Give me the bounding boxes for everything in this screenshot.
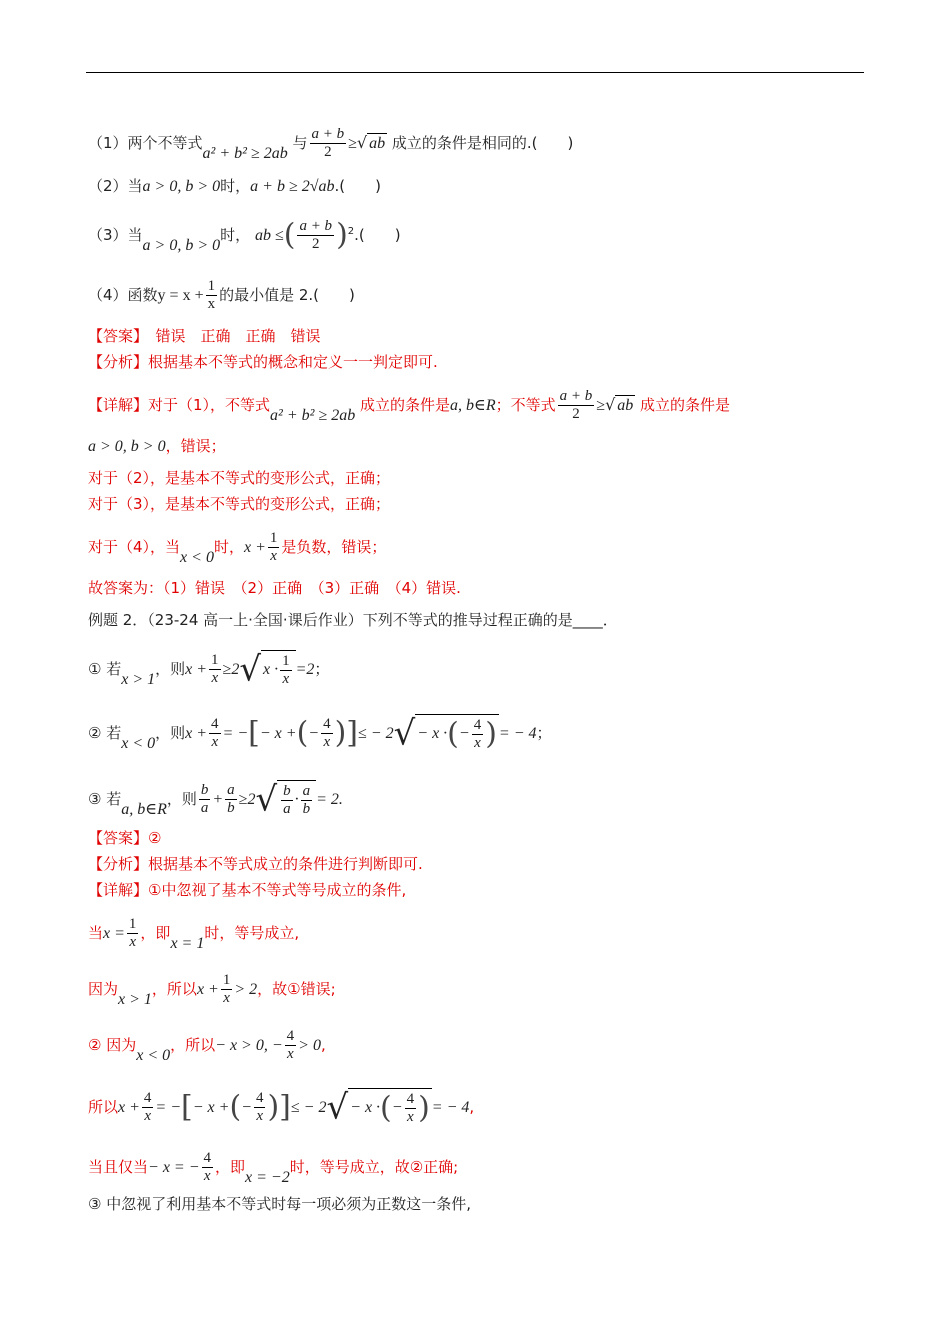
detail-2-line-7: ③ 中忽视了利用基本不等式时每一项必须为正数这一条件, (88, 1195, 471, 1213)
answer-2: 【答案】② (88, 829, 162, 847)
option-3: ③ 若a, b∈R，则 $\frac{b}{a}$ + $\frac{a}{b}$ ≥2√ $\frac{b}{a}$ · $\frac{a}{b}$ = 2. (88, 779, 343, 820)
detail-1-line-5: 对于（4），当x < 0时，x + $\frac{1}{x}$ 是负数，错误； (88, 530, 387, 566)
detail-2-line-1: 【详解】①中忽视了基本不等式等号成立的条件, (88, 881, 407, 899)
question-4: （4）函数y = x + $\frac{1}{x}$ 的最小值是 2.( ) (88, 278, 355, 312)
detail-1-line-2: a > 0, b > 0，错误； (88, 437, 226, 455)
answer-1: 【答案】 错误 正确 正确 错误 (88, 327, 321, 345)
detail-1-line-4: 对于（3），是基本不等式的变形公式，正确； (88, 495, 391, 513)
detail-1-line-1: 【详解】对于（1），不等式a² + b² ≥ 2ab 成立的条件是a, b∈R；不等式 $\frac{a + b}{2}$ ≥√ ab 成立的条件是 (88, 388, 731, 424)
detail-2-line-6: 当且仅当− x = − $\frac{4}{x}$ ，即x = −2时，等号成立，故②正确; (88, 1150, 459, 1186)
question-3: （3）当a > 0, b > 0时， ab ≤( $\frac{a + b}{2}$ )$^2$.( ) (88, 217, 401, 254)
analysis-2: 【分析】根据基本不等式成立的条件进行判断即可. (88, 855, 423, 873)
question-2: （2）当a > 0, b > 0时，a + b ≥ 2√ab.( ) (88, 177, 381, 195)
detail-2-line-3: 因为x > 1，所以x + $\frac{1}{x}$ > 2，故①错误; (88, 972, 336, 1008)
question-1: （1）两个不等式a² + b² ≥ 2ab 与 $\frac{a + b}{2}$ ≥√ ab 成立的条件是相同的.( ) (88, 126, 574, 162)
detail-2-line-5: 所以x + $\frac{4}{x}$ = −[− x +(− $\frac{4}{x}$ )]≤ − 2√ − x ·(− $\frac{4}{x}$ ) = − 4, (88, 1087, 475, 1128)
example-2-heading: 例题 2．（23-24 高一上·全国·课后作业）下列不等式的推导过程正确的是____． (88, 611, 618, 629)
detail-2-line-2: 当x = $\frac{1}{x}$ ，即x = 1时，等号成立, (88, 916, 300, 952)
analysis-1: 【分析】根据基本不等式的概念和定义一一判定即可. (88, 353, 438, 371)
option-1: ① 若x > 1，则x + $\frac{1}{x}$ ≥2√ x · $\frac{1}{x}$ =2； (88, 649, 330, 690)
detail-1-line-6: 故答案为：（1）错误 （2）正确 （3）正确 （4）错误. (88, 579, 461, 597)
header-rule (86, 72, 864, 73)
option-2: ② 若x < 0，则x + $\frac{4}{x}$ = −[− x +(− $\frac{4}{x}$ )]≤ − 2√ − x ·(− $\frac{4}{x}$ ) = − 4； (88, 713, 552, 754)
detail-2-line-4: ② 因为x < 0，所以− x > 0, − $\frac{4}{x}$ > 0, (88, 1028, 326, 1064)
detail-1-line-3: 对于（2），是基本不等式的变形公式，正确； (88, 469, 391, 487)
